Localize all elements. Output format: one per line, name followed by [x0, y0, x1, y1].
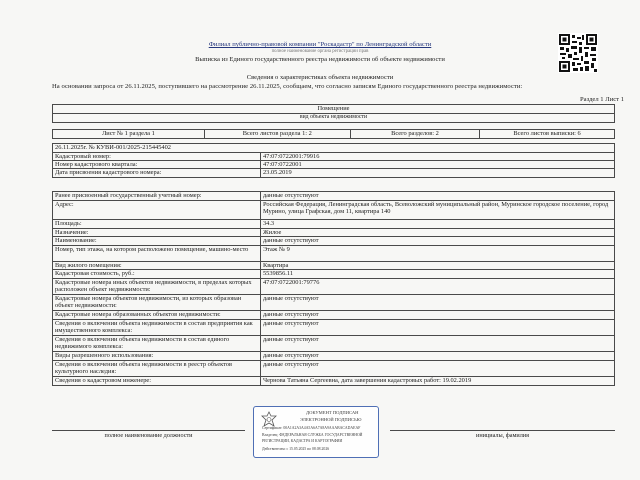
- row-label: Сведения о включении объекта недвижимости в состав предприятия как имущественного комплекса:: [53, 319, 261, 335]
- row-value: данные отсутствуют: [260, 335, 614, 351]
- table-row: [53, 360, 615, 376]
- position-line: [52, 430, 245, 431]
- row-label: Наименование:: [53, 237, 261, 246]
- row-value: данные отсутствуют: [260, 294, 614, 310]
- table-row: [53, 376, 615, 385]
- branch-caption: полное наименование органа регистрации прав: [271, 49, 369, 54]
- row-value: данные отсутствуют: [260, 237, 614, 246]
- table-row: [53, 201, 615, 220]
- row-value: 23.05.2019: [260, 169, 614, 177]
- stamp-line-6: Действителен: с 15.05.2025 по 08.08.2026: [262, 447, 330, 451]
- row-value: 47:07:0722001:79916: [260, 153, 614, 161]
- row-label: Номер, тип этажа, на котором расположено помещение, машино-место: [53, 245, 261, 261]
- table-row: [53, 270, 615, 279]
- sheet-number: Лист № 1 раздела 1: [53, 130, 205, 139]
- row-label: Ранее присвоенный государственный учетный номер:: [53, 192, 261, 201]
- row-value: Жилое: [260, 228, 614, 237]
- row-value: 34.3: [260, 220, 614, 229]
- position-caption: полное наименование должности: [104, 432, 193, 439]
- branch-name: Филиал публично-правовой компании "Роскадастр" по Ленинградской области: [208, 41, 432, 48]
- table-row: [53, 169, 615, 177]
- table-row: [53, 192, 615, 201]
- row-label: Сведения о включении объекта недвижимости в реестр объектов культурного наследия:: [53, 360, 261, 376]
- table-row: [53, 278, 615, 294]
- stamp-line-1: ДОКУМЕНТ ПОДПИСАН: [306, 410, 359, 415]
- table-row: [53, 153, 615, 161]
- sheet-info-row: [52, 129, 615, 139]
- row-label: Дата присвоения кадастрового номера:: [53, 169, 261, 177]
- top-rows-table: [52, 143, 615, 178]
- date-number: 26.11.2025г. № КУВИ-001/2025-215445402: [53, 144, 615, 153]
- table-row: [53, 294, 615, 310]
- row-value: 47:07:0722001: [260, 161, 614, 169]
- row-label: Адрес:: [53, 201, 261, 220]
- row-value: 47:07:0722001:79776: [260, 278, 614, 294]
- row-label: Виды разрешенного использования:: [53, 351, 261, 360]
- row-label: Кадастровый номер:: [53, 153, 261, 161]
- request-text: На основании запроса от 26.11.2025, поступившего на рассмотрение 26.11.2025, сообщаем, что согласно записям Единого государственного реестра недвижимости:: [52, 83, 523, 90]
- table-row: [53, 237, 615, 246]
- row-label: Вид жилого помещения:: [53, 261, 261, 270]
- table-row: [53, 351, 615, 360]
- stamp-line-3: Сертификат: 00A1A2A3A4A5A6A7A8A9AAABACADAEAF: [262, 426, 361, 430]
- row-label: Сведения о включении объекта недвижимости в состав единого недвижимого комплекса:: [53, 335, 261, 351]
- row-label: Назначение:: [53, 228, 261, 237]
- object-type-caption: вид объекта недвижимости: [53, 114, 615, 123]
- table-row: [53, 319, 615, 335]
- row-label: Сведения о кадастровом инженере:: [53, 376, 261, 385]
- row-value: данные отсутствуют: [260, 310, 614, 319]
- object-type-block: [52, 104, 615, 123]
- row-label: Площадь:: [53, 220, 261, 229]
- row-label: Кадастровые номера образованных объектов недвижимости:: [53, 310, 261, 319]
- name-caption: инициалы, фамилия: [476, 432, 529, 439]
- stamp-line-5: РЕГИСТРАЦИИ, КАДАСТРА И КАРТОГРАФИИ: [262, 439, 343, 443]
- total-sheets-extract: Всего листов выписки: 6: [480, 130, 615, 139]
- row-value: Этаж № 9: [260, 245, 614, 261]
- name-line: [390, 430, 615, 431]
- row-value: данные отсутствуют: [260, 351, 614, 360]
- section-sheet-label: Раздел 1 Лист 1: [580, 96, 624, 103]
- row-label: Номер кадастрового квартала:: [53, 161, 261, 169]
- total-sections: Всего разделов: 2: [350, 130, 479, 139]
- table-row: [53, 220, 615, 229]
- table-row: [53, 161, 615, 169]
- table-row: [53, 228, 615, 237]
- table-row: [53, 310, 615, 319]
- object-type: Помещение: [53, 105, 615, 114]
- row-label: Кадастровая стоимость, руб.:: [53, 270, 261, 279]
- section-title: Сведения о характеристиках объекта недвижимости: [246, 74, 394, 81]
- row-value: данные отсутствуют: [260, 319, 614, 335]
- total-sheets-section: Всего листов раздела 1: 2: [204, 130, 350, 139]
- stamp-line-4: Владелец: ФЕДЕРАЛЬНАЯ СЛУЖБА ГОСУДАРСТВЕННОЙ: [262, 433, 363, 437]
- row-value: 5539856.11: [260, 270, 614, 279]
- row-label: Кадастровые номера иных объектов недвижимости, в пределах которых расположен объект недвижимости:: [53, 278, 261, 294]
- row-label: Кадастровые номера объектов недвижимости, из которых образован объект недвижимости:: [53, 294, 261, 310]
- stamp-line-2: ЭЛЕКТРОННОЙ ПОДПИСЬЮ: [300, 417, 362, 422]
- table-row: [53, 261, 615, 270]
- extract-title: Выписка из Единого государственного реестра недвижимости об объекте недвижимости: [195, 56, 445, 63]
- e-signature-stamp: [253, 406, 379, 458]
- row-value: Квартира: [260, 261, 614, 270]
- row-value: данные отсутствуют: [260, 192, 614, 201]
- characteristics-table: [52, 191, 615, 386]
- table-row: [53, 335, 615, 351]
- table-row: [53, 245, 615, 261]
- row-value: Российская Федерация, Ленинградская область, Всеволожский муниципальный район, Муринское городское поселение, город Мурино, улица Графская, дом 11, квартира 140: [260, 201, 614, 220]
- row-value: данные отсутствуют: [260, 360, 614, 376]
- row-value: Чернова Татьяна Сергеевна, дата завершения кадастровых работ: 19.02.2019: [260, 376, 614, 385]
